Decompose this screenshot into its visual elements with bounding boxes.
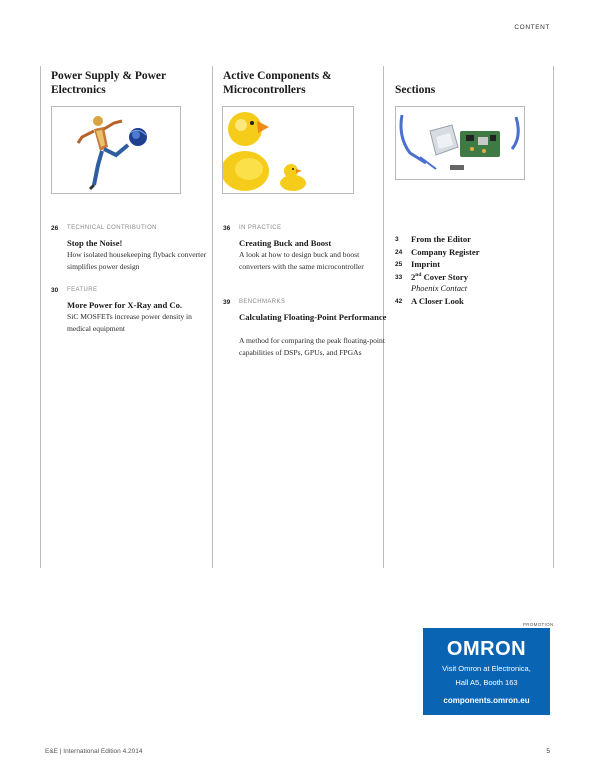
section-label: From the Editor [411,234,471,244]
item-kicker: FEATURE [67,287,98,293]
ad-url-link[interactable]: components.omron.eu [443,696,530,705]
item-description: A look at how to design buck and boost converters with the same microcontroller [239,250,364,271]
item-description: SiC MOSFETs increase power density in medical equipment [67,312,192,333]
page-number: 3 [395,236,399,243]
item-title: Stop the Noise! [67,238,123,248]
list-item[interactable] [395,272,545,296]
item-kicker: IN PRACTICE [239,225,282,231]
toc-item[interactable] [223,298,387,378]
column-divider [553,66,554,568]
section-label: 2nd Cover Story [411,271,469,282]
list-item[interactable] [395,259,545,271]
item-title: Calculating Floating-Point Performance [239,312,387,322]
omron-ad[interactable] [423,628,550,715]
section-label: Company Register [411,246,480,257]
page-number: 42 [395,298,403,305]
section-label: A Closer Look [411,296,464,306]
ad-text: Hall A5, Booth 163 [455,678,518,687]
column-divider [40,66,41,568]
toc-item[interactable] [223,224,383,284]
column-title: Sections [395,84,436,96]
ad-text: Visit Omron at Electronica, [442,664,531,673]
promotion-label: PROMOTION [523,622,554,627]
runner-with-ball-photo [51,106,181,194]
item-description: A method for comparing the peak floating-point capabilities of DSPs, GPUs, and FPGAs [239,336,385,357]
rubber-ducks-photo [222,106,354,194]
item-kicker: TECHNICAL CONTRIBUTION [67,225,157,231]
page-number: 36 [223,225,231,232]
page-number: 25 [395,261,403,268]
column-title: Power Supply & Power Electronics [51,70,166,96]
page-number: 39 [223,299,231,306]
page-number: 30 [51,287,59,294]
circuit-board-photo [395,106,525,180]
item-title: More Power for X-Ray and Co. [67,300,183,310]
sections-list [395,234,550,314]
toc-item[interactable] [51,224,211,284]
item-title: Creating Buck and Boost [239,238,332,248]
omron-logo: OMRON [446,638,527,660]
list-item[interactable] [395,234,545,246]
section-label: CONTENT [514,24,550,31]
column-title: Active Components & Microcontrollers [223,70,332,96]
item-kicker: BENCHMARKS [239,299,286,305]
section-label: Imprint [411,259,441,269]
list-item[interactable] [395,296,545,308]
page-number: 26 [51,225,59,232]
page-number: 5 [546,748,550,755]
page-number: 33 [395,273,403,281]
footer-publication: E&E | International Edition 4.2014 [45,748,143,755]
section-sublabel: Phoenix Contact [411,283,468,293]
toc-item[interactable] [51,286,211,346]
list-item[interactable] [395,247,545,259]
item-description: How isolated housekeeping flyback converter simplifies power design [67,250,207,271]
page-number: 24 [395,248,403,256]
